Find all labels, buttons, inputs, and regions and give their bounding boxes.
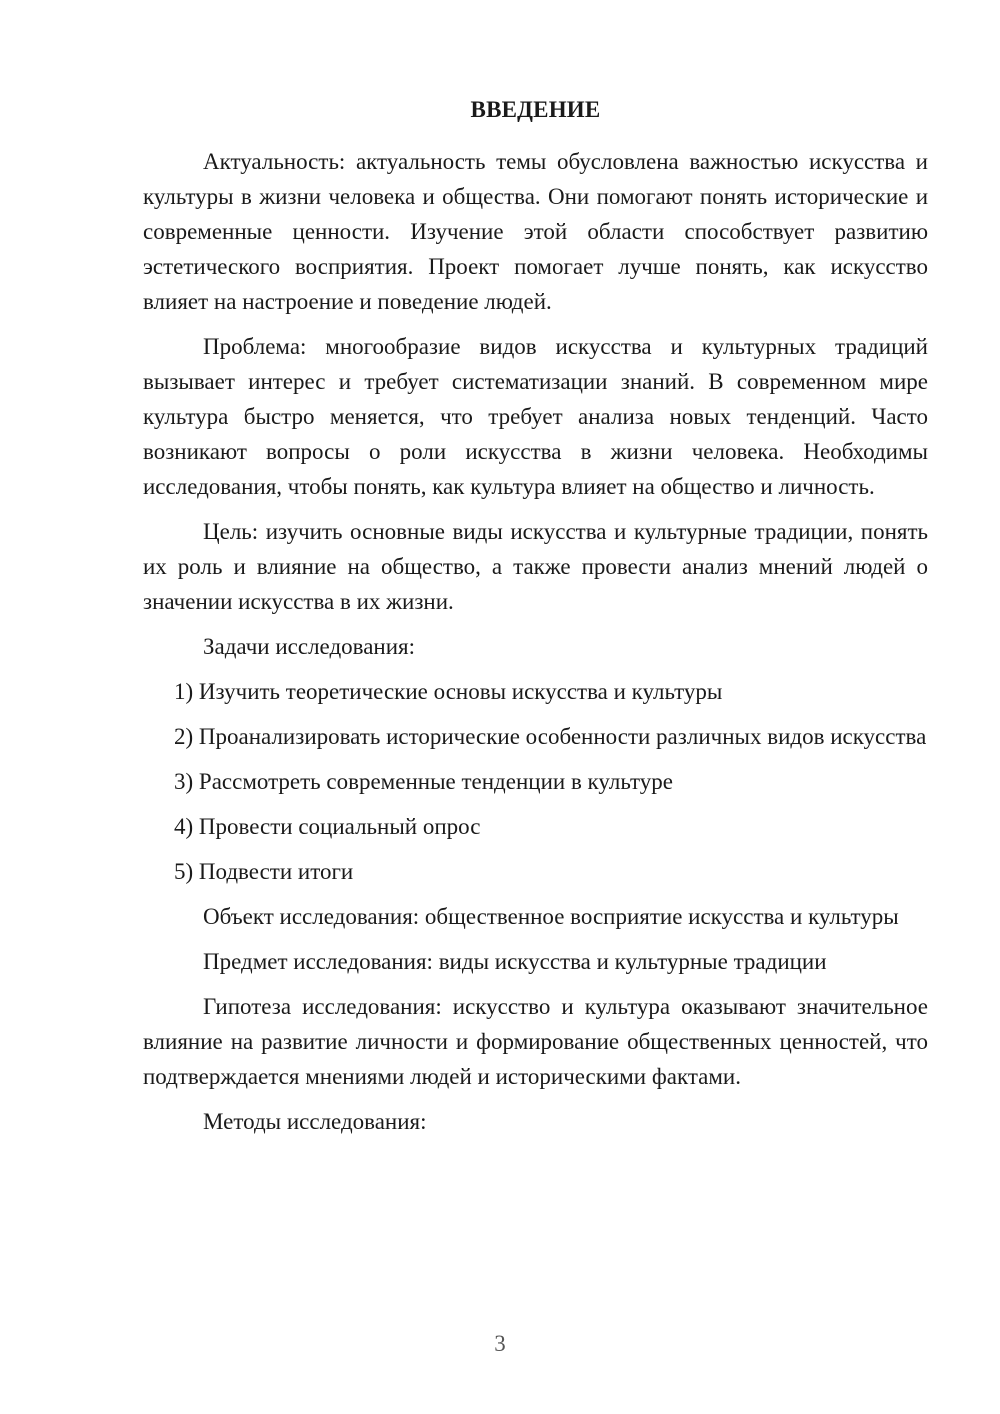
page-title: ВВЕДЕНИЕ — [470, 97, 601, 122]
subject-paragraph: Предмет исследования: виды искусства и культурные традиции — [203, 949, 827, 974]
relevance-paragraph: Актуальность: актуальность темы обусловлена важностью искусства и культуры в жизни человека и общества. Они помогают понять исторические и современные ценности. Изучение этой области способствует развитию эстетического восприятия. Проект помогает лучше понять, как искусство влияет на настроение и поведение людей. — [143, 149, 928, 314]
task-item-4: 4) Провести социальный опрос — [174, 814, 481, 839]
goal-paragraph: Цель: изучить основные виды искусства и культурные традиции, понять их роль и влияние на общество, а также провести анализ мнений людей о значении искусства в их жизни. — [143, 519, 928, 614]
object-paragraph: Объект исследования: общественное восприятие искусства и культуры — [203, 904, 899, 929]
task-item-2: 2) Проанализировать исторические особенности различных видов искусства — [174, 724, 927, 749]
document-page — [143, 92, 928, 1149]
task-item-3: 3) Рассмотреть современные тенденции в культуре — [174, 769, 673, 794]
hypothesis-paragraph: Гипотеза исследования: искусство и культура оказывают значительное влияние на развитие личности и формирование общественных ценностей, что подтверждается мнениями людей и историческими фактами. — [143, 994, 928, 1089]
task-item-1: 1) Изучить теоретические основы искусства и культуры — [174, 679, 723, 704]
tasks-heading: Задачи исследования: — [203, 634, 416, 659]
problem-paragraph: Проблема: многообразие видов искусства и культурных традиций вызывает интерес и требует систематизации знаний. В современном мире культура быстро меняется, что требует анализа новых тенденций. Часто возникают вопросы о роли искусства в жизни человека. Необходимы исследования, чтобы понять, как культура влияет на общество и личность. — [143, 334, 928, 499]
page-number: 3 — [494, 1331, 506, 1356]
task-item-5: 5) Подвести итоги — [174, 859, 354, 884]
methods-heading: Методы исследования: — [203, 1109, 427, 1134]
